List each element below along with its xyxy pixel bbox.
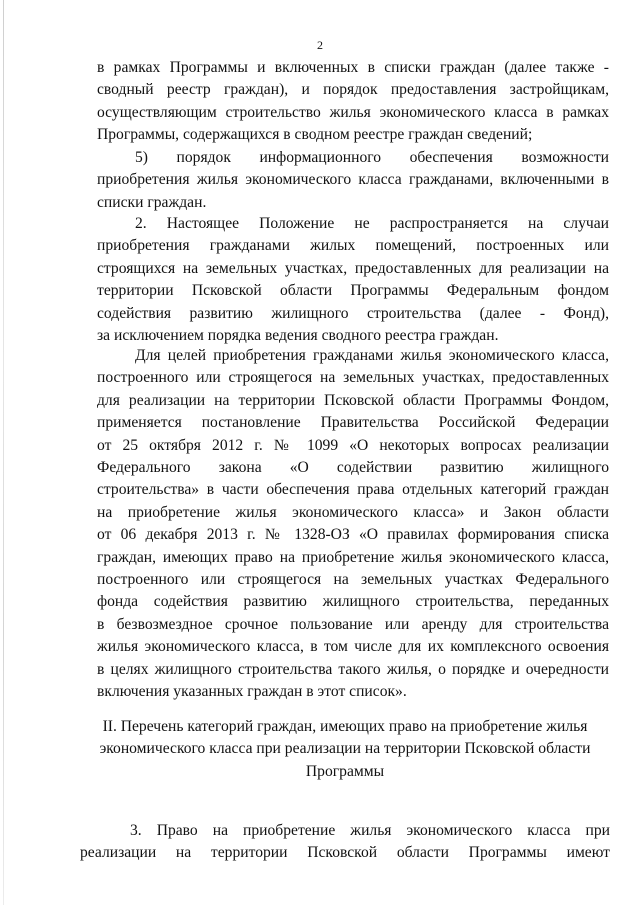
text-line: в безвозмездное срочное пользование или аренду для строительства bbox=[97, 615, 609, 633]
text-line: построенного или строящегося на земельных участках Федерального bbox=[97, 571, 609, 589]
text-line: от 06 декабря 2013 г. № 1328-ОЗ «О правилах формирования списка bbox=[97, 526, 609, 544]
text-line: Для целей приобретения гражданами жилья экономического класса, bbox=[135, 347, 609, 364]
scan-edge-shadow bbox=[3, 0, 4, 905]
text-line: фонда содействия развитию жилищного строительства, переданных bbox=[97, 593, 609, 611]
heading-line: II. Перечень категорий граждан, имеющих право на приобретение жилья bbox=[102, 718, 588, 735]
text-line: Федерального закона «О содействии развитию жилищного bbox=[97, 459, 609, 477]
text-line: в рамках Программы и включенных в списки граждан (далее также - bbox=[97, 59, 609, 76]
page-number: 2 bbox=[317, 38, 323, 52]
section-heading bbox=[80, 716, 610, 783]
text-line: 2. Настоящее Положение не распространяется на случаи bbox=[135, 215, 609, 232]
text-line: осуществляющим строительство жилья экономического класса в рамках bbox=[97, 103, 609, 121]
paragraph-item-5 bbox=[97, 147, 609, 214]
heading-line: Программы bbox=[305, 762, 385, 780]
text-line: приобретения гражданами жилых помещений, построенных или bbox=[97, 237, 609, 255]
text-line: содействия развитию жилищного строительства (далее - Фонд), bbox=[97, 304, 609, 322]
text-line: строящихся на земельных участках, предоставленных для реализации на bbox=[97, 259, 609, 277]
text-line: списки граждан. bbox=[97, 193, 207, 211]
text-line: для реализации на территории Псковской области Программы Фондом, bbox=[97, 391, 609, 409]
text-line: Программы, содержащихся в сводном реестре граждан сведений; bbox=[97, 126, 533, 144]
text-line: граждан, имеющих право на приобретение жилья экономического класса, bbox=[97, 548, 609, 566]
text-line: строительства» в части обеспечения права отдельных категорий граждан bbox=[97, 481, 609, 499]
text-line: 5) порядок информационного обеспечения возможности bbox=[135, 149, 609, 166]
text-line: включения указанных граждан в этот список». bbox=[97, 683, 407, 701]
text-line: за исключением порядка ведения сводного реестра граждан. bbox=[97, 327, 499, 345]
text-line: реализации на территории Псковской области Программы имеют bbox=[80, 844, 610, 862]
text-line: применяется постановление Правительства Российской Федерации bbox=[97, 414, 609, 432]
paragraph-clause-2 bbox=[97, 213, 609, 347]
text-line: в целях жилищного строительства такого жилья, о порядке и очередности bbox=[97, 660, 609, 678]
paragraph-purposes bbox=[97, 345, 609, 704]
heading-line: экономического класса при реализации на территории Псковской области bbox=[99, 740, 591, 758]
text-line: 3. Право на приобретение жилья экономического класса при bbox=[130, 822, 610, 839]
text-line: сводный реестр граждан), и порядок предоставления застройщикам, bbox=[97, 81, 609, 99]
text-line: территории Псковской области Программы Федеральным фондом bbox=[97, 282, 609, 300]
text-line: от 25 октября 2012 г. № 1099 «О некоторых вопросах реализации bbox=[97, 436, 609, 454]
paragraph-clause-3 bbox=[80, 820, 610, 865]
text-line: жилья экономического класса, в том числе для их комплексного освоения bbox=[97, 638, 609, 656]
text-line: построенного или строящегося на земельных участках, предоставленных bbox=[97, 369, 609, 387]
paragraph-continuation bbox=[97, 57, 609, 147]
text-line: на приобретение жилья экономического класса» и Закон области bbox=[97, 503, 609, 521]
text-line: приобретения жилья экономического класса гражданами, включенными в bbox=[97, 171, 609, 189]
